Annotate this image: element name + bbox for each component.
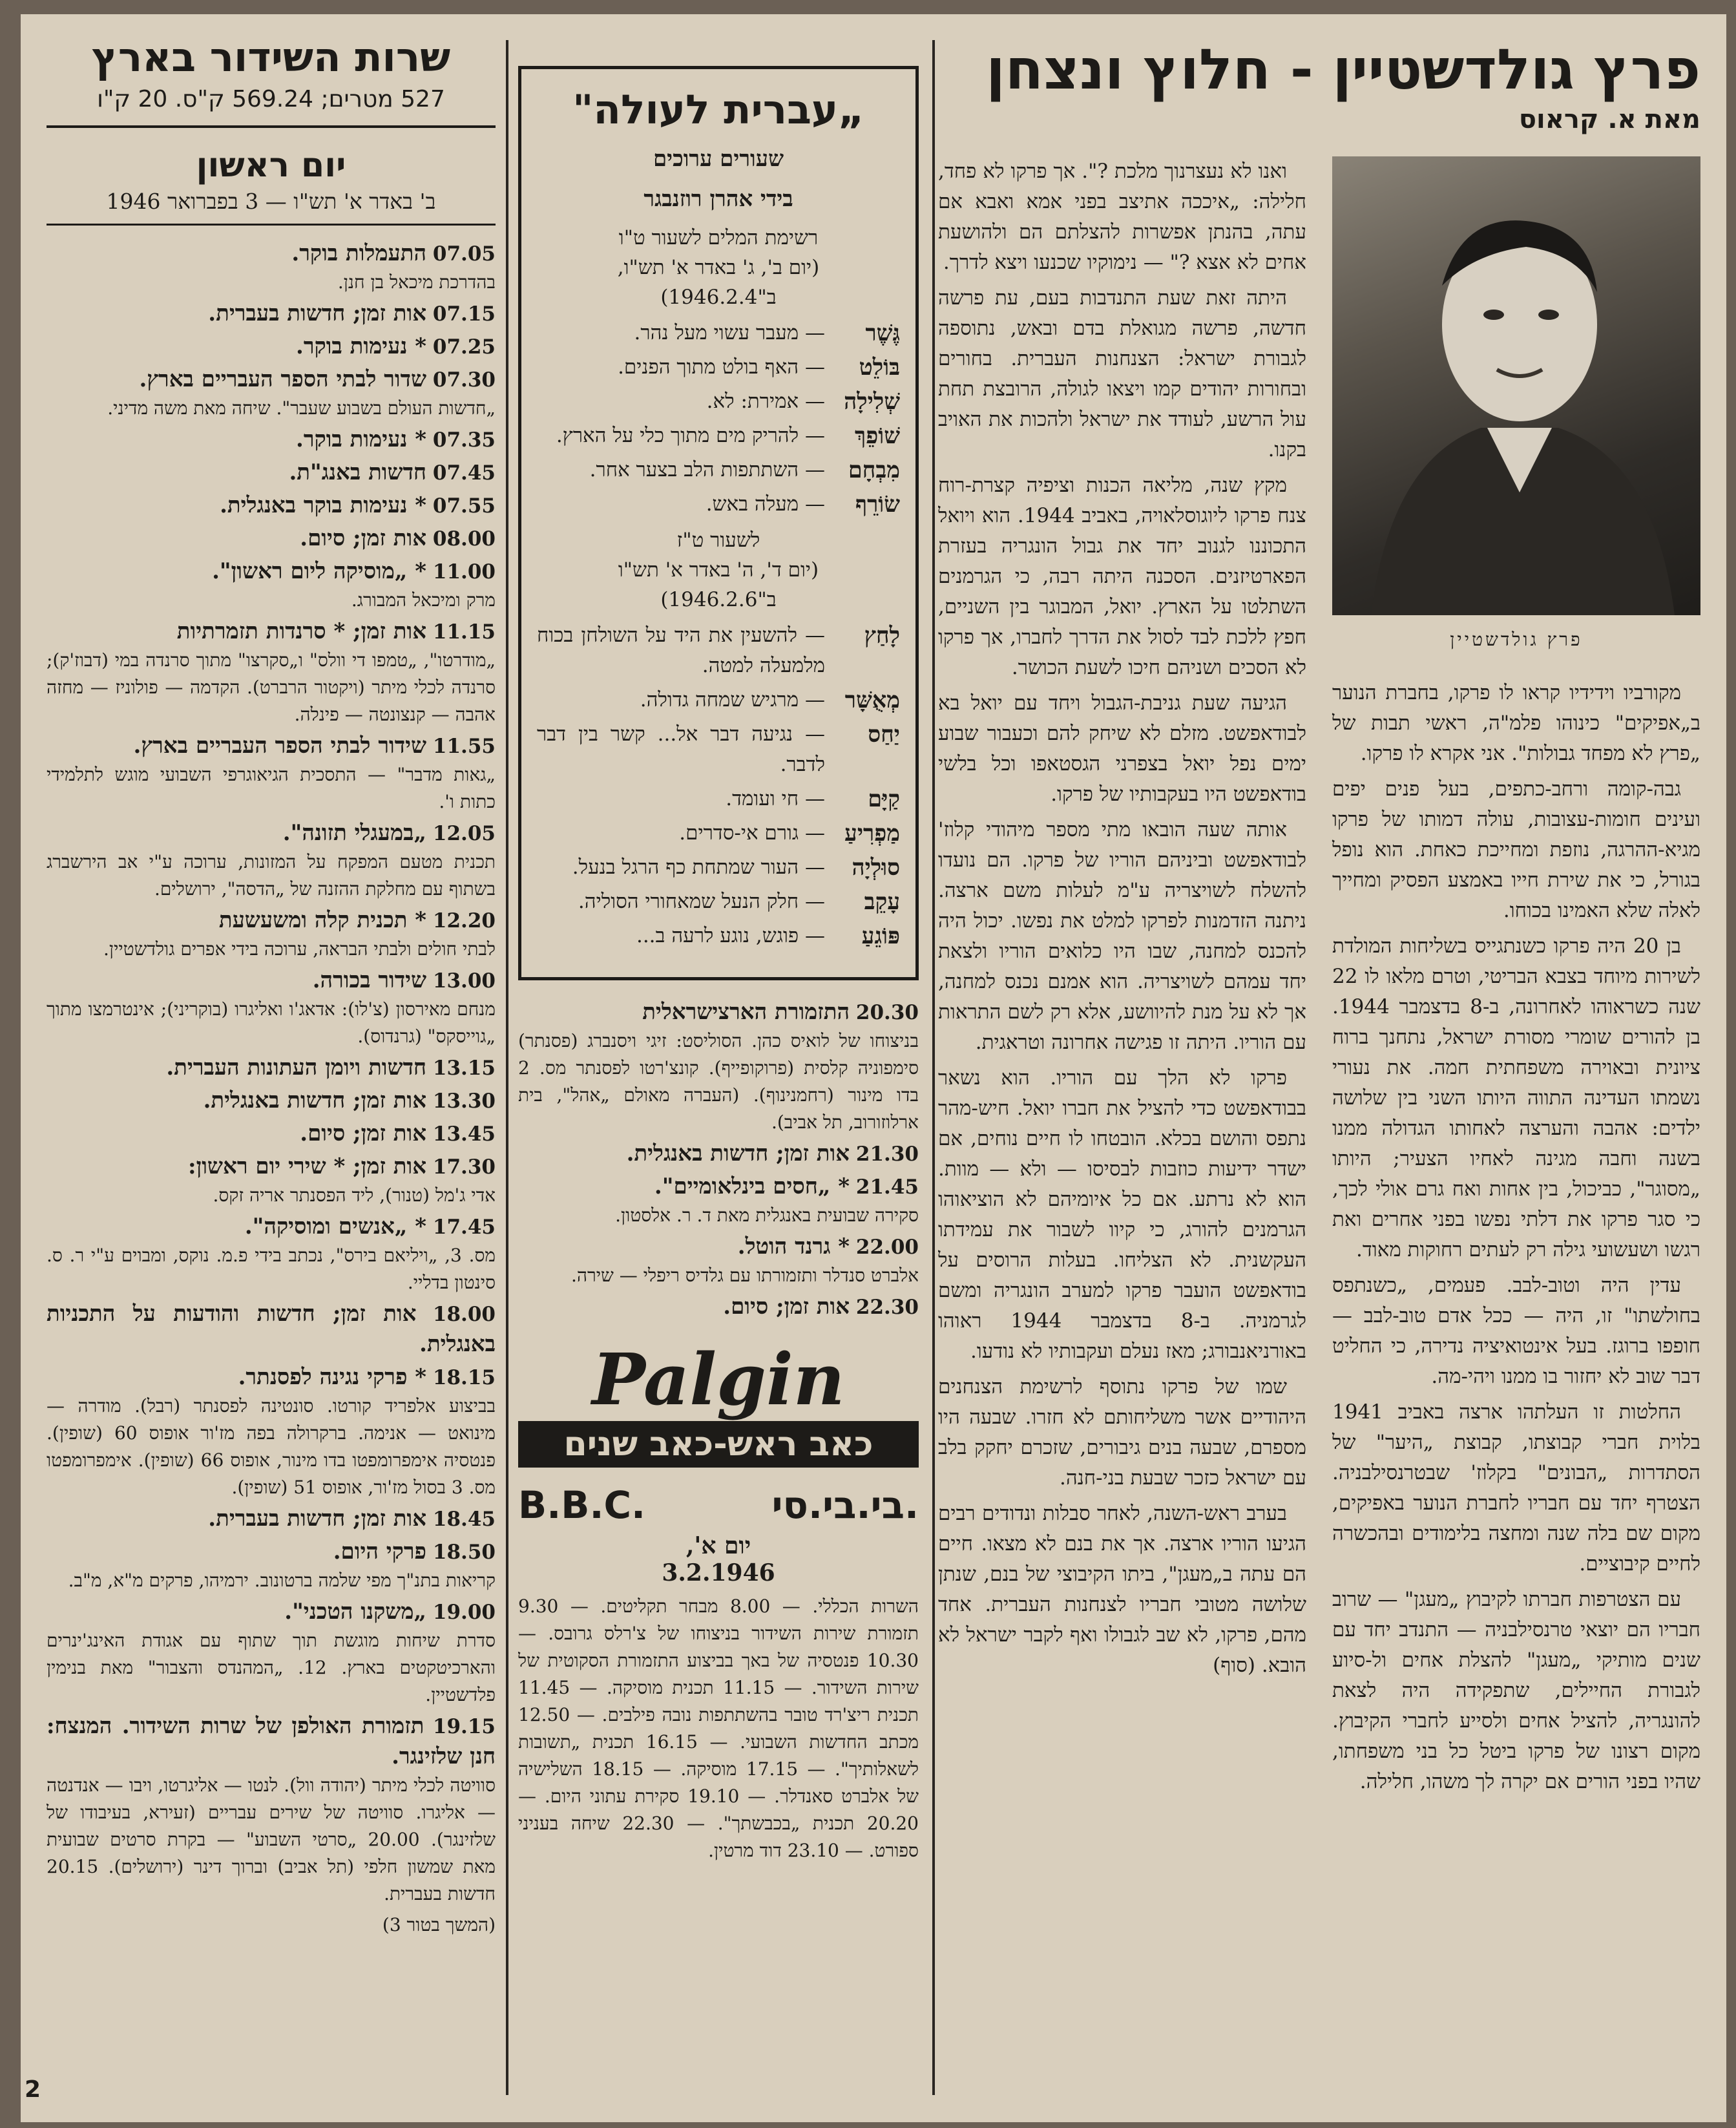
vocab-row: מִבְחָם — השתתפות הלב בצער אחר. — [589, 457, 900, 483]
portrait-photo — [1332, 156, 1700, 615]
evening-schedule — [518, 997, 919, 1322]
schedule-entry: 17.45 * „אנשים ומוסיקה". מס. 3, „ויליאם בירס", נכתב בידי פ.מ. נוקס, ומבוים ע"י ר. ס. סינטון בדליי. — [47, 1214, 496, 1293]
radio-schedule — [47, 238, 496, 1908]
middle-column — [518, 34, 919, 1864]
schedule-entry: 07.45 חדשות באנג"ת. — [289, 459, 496, 485]
schedule-entry: 07.30 שדור לבתי הספר העבריים בארץ. „חדשות העולם בשבוע שעבר". שיחה מאת משה מדיני. — [107, 366, 496, 419]
vocabulary-title: „עברית לעולה" — [572, 86, 864, 133]
schedule-entry: 22.30 אות זמן; סיום. — [723, 1294, 919, 1320]
article-column-right — [1332, 156, 1700, 1802]
article-paragraph: בן 20 היה פרקו כשנתגייס בשליחות המולדת לשירות מיוחד בצבא הבריטי, וטרם מלאו לו 22 שנה כשראוהו לאחרונה, ב-8 בדצמבר 1944. בן להורים שומרי מסורת ישראל, נתחנך ברוח ציונית ובאוירה משפחתית חמה. את נעורי נשמתו העדינה התווה היותו השני בין שלושה ילדים: אהבה והערצה לאחותו הגדולה ממנו בשנה וחבה מגינה לאחיו הצעיר; היותו „מסוגר", כביכול, בין אחות ואח גרם אולי לכך, כי סגר פרקו את דלתי נפשו בפני אחרים ואת רגשו ושעשועי גילה רק לעתים רחוקות מאוד. — [1332, 934, 1700, 1261]
article-byline: מאת א. קראוס — [1518, 105, 1700, 134]
schedule-entry: 13.15 חדשות ויומן העתונות העברית. — [166, 1055, 496, 1080]
article-paragraph: מקץ שנה, מליאה הכנות וציפיה קצרת-רוח צנח פרקו ליוגוסלאויה, באביב 1944. הוא ויואל התכוננו לגנוב יחד את גבול הונגריה בעזרת הפארטיזנים. הסכנה היתה רבה, כי הגרמנים השתלטו על הארץ. יואל, המבוגר בין השניים, חפץ ללכת לבד לסול את הדרך לחברו, אך פרקו לא הסכים ושניהם חיכו לשעת הכושר. — [938, 474, 1306, 679]
schedule-entry: 12.05 „במעגלי תזונה". תכנית מטעם המפקח על המזונות, ערוכה ע"י אב הירשברג בשתוף עם מחלקת ההזנה של „הדסה", ירושלים. — [47, 820, 496, 900]
schedule-entry: 07.05 התעמלות בוקר. בהדרכת מיכאל בן חנן. — [291, 240, 496, 293]
photo-caption: פרץ גולדשטיין — [1450, 629, 1583, 650]
vocab-row: סוּלְיָה — העור שמתחת כף הרגל בנעל. — [572, 854, 900, 881]
bbc-latin: B.B.C. — [518, 1483, 646, 1527]
schedule-entry: 19.15 תזמורת האולפן של שרות השידור. המנצח: חנן שלזינגר. סוויטה לכלי מיתר (יהודה וול). לנטו — אליגרטו, ויבו — אנדנטה — אליגרו. סוויטה של שירים עבריים (זעירא, בעיבודו של שלזינגר). 20.00 „סרטי השבוע" — בקרת סרטים שבועית מאת שמשון חלפי (תל אביב) וברוך דינר (ירושלים). 20.15 חדשות בעברית. — [47, 1713, 496, 1904]
schedule-entry: 11.15 אות זמן; * סרנדות תזמרתיות „מודרטו", „טמפו די וולס" ו„סקרצו" מתוך סרנדה במי (דבוז'ק); סרנדה לכלי מיתר (ויקטור הרברט). הקדמה — פולוניז — מחזה אהבה — קנצונטה — פינלה. — [47, 618, 496, 725]
schedule-entry: 13.30 אות זמן; חדשות באנגלית. — [203, 1088, 496, 1113]
schedule-entry: 21.45 * „חסים בינלאומיים". סקירה שבועית באנגלית מאת ד. ר. אלסטון. — [615, 1174, 919, 1226]
article-paragraph: הגיעה שעת גניבת-הגבול ויחד עם יואל בא לבודאפשט. מזלם לא שיחק להם וכעבור שבוע ימים נפל יואל בצפרני הגסטאפו וכל בלשי בודאפשט היו בעקבותיו של פרקו. — [938, 691, 1306, 806]
article-paragraph: החלטות זו העלתהו ארצה באביב 1941 בלוית חברי קבוצתו, קבוצת „היער" של הסתדרות „הבונים" בקלוז' שבטרנסילבניה. הצטרף יחד עם חבריו לחברת הנוער באפיקים, מקום שם בלה שנה ומחצה בלימודים ובהכשרה לחיים קיבוציים. — [1332, 1400, 1700, 1575]
schedule-entry: 18.50 פרקי היום. קריאות בתנ"ך מפי שלמה ברטונוב. ירמיהו, פרקים מ"א, מ"ב. — [68, 1539, 496, 1591]
lesson-15-date: (יום ב', ג' באדר א' תש"ו, — [617, 256, 820, 279]
newspaper-page — [21, 14, 1726, 2122]
schedule-entry: 17.30 אות זמן; * שירי יום ראשון: אדי ג'מל (טנור), ליד הפסנתר אריה זקס. — [188, 1154, 496, 1206]
schedule-entry: 07.55 * נעימות בוקר באנגלית. — [220, 492, 496, 518]
vocab-row: פּוֹגֵעַ — פוגש, נוגע לרעה ב... — [636, 923, 900, 949]
radio-column — [47, 34, 496, 1936]
bbc-date: 3.2.1946 — [662, 1559, 775, 1586]
schedule-entry: 21.30 אות זמן; חדשות באנגלית. — [626, 1141, 919, 1166]
article-paragraph: בערב ראש-השנה, לאחר סבלות ונדודים רבים הגיעו הוריו ארצה. אך את בנם לא מצאו. חיים הם עתה ב„מעגן", ביתו הקיבוצי של בנם, שנתן שלושה מטובי חבריו לצנחנות העברית. אחד מהם, פרקו, לא שב לגבולו ואף לקבר ישראל לא הובא. (סוף) — [938, 1502, 1306, 1677]
bbc-day: יום א', — [685, 1532, 751, 1559]
article-column-left — [938, 156, 1306, 1802]
portrait-illustration — [1332, 156, 1700, 615]
column-divider — [932, 40, 935, 2095]
article-paragraph: עם הצטרפות חברתו לקיבוץ „מעגן" — שרוב חבריו הם יוצאי טרנסילבניה — התנדב יחד עם שנים מותיקי „מעגן" להצלת אחים ול-סיוע לגבורת החיילים, שתפקידה היה לצאת להונגריה, להציל אחים ולסייע לחברי הקיבוץ. מקום רצונו של פרקו ביטל כל בני משפחתו, שהיו בפני הורים אם יקרה לך משהו, חלילה. — [1332, 1588, 1700, 1793]
vocabulary-box — [518, 66, 919, 980]
schedule-entry: 19.00 „משקנו הטכני". סדרת שיחות מוגשת תוך שתוף עם אגודת האינג'ינרים והארכיטקטים בארץ. 12. „המהנדס והצבור" מאת בנימין פלדשטיין. — [47, 1599, 496, 1705]
column-divider — [506, 40, 508, 2095]
radio-frequencies: 527 מטרים; 569.24 ק"ס. 20 ק"ו — [47, 86, 496, 128]
day-date: ב' באדר א' תש"ו — 3 בפברואר 1946 — [47, 189, 496, 226]
bbc-header — [518, 1483, 919, 1527]
schedule-entry: 18.45 אות זמן; חדשות בעברית. — [208, 1506, 496, 1532]
schedule-entry: 18.00 אות זמן; חדשות והודעות על התכניות באנגלית. — [47, 1301, 496, 1357]
schedule-entry: 08.00 אות זמן; סיום. — [300, 525, 496, 551]
article-paragraph: מקורביו וידידיו קראו לו פרקו, בחברת הנוער ב„אפיקים" כינוהו פלמ"ה, ראשי תבות של „פרץ לא מפחד גבולות". אני אקרא לו פרקו. — [1332, 681, 1700, 765]
vocab-list-15 — [537, 318, 900, 520]
lesson-16-date: (יום ד', ה' באדר א' תש"ו — [618, 558, 819, 582]
vocabulary-editor: בידי אהרן רוזנבגר — [643, 186, 793, 212]
radio-section-title: שרות השידור בארץ — [91, 34, 451, 81]
palgin-slogan: כאב ראש-כאב שנים — [518, 1421, 919, 1468]
schedule-entry: 20.30 התזמורת הארצישראלית בניצוחו של לואיס כהן. הסוליסט: זיגי ויסנברג (פסנתר) סימפוניה קלסית (פרוקופייף). קונצ'רטו לפסנתר מס. 2 בדו מינור (רחמנינוף). (העברה מאולם „אהל", בית ארלוזורוב, תל אביב). — [518, 999, 919, 1133]
article-paragraph: שמו של פרקו נתוסף לרשימת הצנחנים היהודיים אשר משליחותם לא חזרו. שבעה היו מספרם, שבעה בנים גיבורים, שזכרם יחקק בלב עם ישראל כזכר שבעת בני-חנה. — [938, 1375, 1306, 1490]
schedule-entry: 07.35 * נעימות בוקר. — [295, 427, 496, 452]
palgin-advertisement — [518, 1338, 919, 1468]
schedule-entry: 22.00 * גרנד הוטל. אלברט סנדלר ותזמורתו עם גלדיס ריפלי — שירה. — [570, 1234, 919, 1286]
lesson-16-date-num: ב"1946.2.6) — [660, 588, 777, 611]
article-paragraph: פרקו לא הלך עם הוריו. הוא נשאר בבודאפשט כדי להציל את חברו יואל. חיש-מהר נתפס והושם בכלא. הובטחו לו חיים נוחים, אם ישדר ידיעות כוזבות לבסיסו — ולא — מוות. הוא לא נרתע. אם כל איומיהם לא הוציאוהו הגרמנים להורג, כי קיוו לשבור את עמידתו העקשנית. לא הצליחו. בעלות הרוסים על בודאפשט הועבר פרקו למערב הונגריה ומשם לגרמניה. ב-8 בדצמבר 1944 ראוהו באורניאנבורג; מאז נעלם ועקבותיו לא נודעו. — [938, 1066, 1306, 1363]
schedule-entry: 13.00 שידור בכורה. מנחם מאירסון (צ'לו): אדאג'ו ואליגרו (בוקריני); אינטרמצו מתוך „גוייסקס" (גרנדוס). — [47, 967, 496, 1047]
vocabulary-subtitle: שעורים ערוכים — [653, 146, 784, 172]
continued-note: (המשך בטור 3) — [382, 1914, 496, 1935]
article-paragraph: היתה זאת שעת התנדבות בעם, עת פרשה חדשה, פרשה מגואלת בדם ובאש, נתוספה לגבורת ישראל: הצנחנות העברית. בחורים ובחורות יהודים קמו ויצאו לגולה, הרובצת תחת עול הרשע, לעודד את ישראל ולהכות את האויב בקנו. — [938, 286, 1306, 461]
lesson-16-title: לשעור ט"ז — [676, 529, 760, 552]
bbc-schedule: השרות הכללי. — 8.00 מבחר תקליטים. — 9.30 תזמורת שירות השידור בניצוחו של צ'רלס גרובס. — 10.30 פנטסיה של באך בביצוע התזמורת הסקוטית של שירות השידור. — 11.15 תכנית מוסיקה. — 11.45 תכנית ריצ'רד טובר בהשתתפות נובה פילבים. — 12.50 מכתב החדשות השבועי. — 16.15 תכנית „תשובות לשאלותיך". — 17.15 מוסיקה. — 18.15 השלישיה של אלברט סאנדלר. — 19.10 סקירת עתוני היום. — 20.20 תכנית „בכבשתך". — 22.30 שיחה בעניני ספורט. — 23.10 דוד מרטין. — [518, 1596, 919, 1861]
vocab-row: גֶּשֶׁר — מעבר עשוי מעל נהר. — [634, 320, 900, 346]
vocab-row: מְאֻשָּׁר — מרגיש שמחה גדולה. — [640, 687, 900, 713]
vocab-row: קַיָּם — חי ועומד. — [726, 786, 900, 812]
article-column — [938, 34, 1700, 1802]
schedule-entry: 07.25 * נעימות בוקר. — [295, 333, 496, 359]
schedule-entry: 07.15 אות זמן; חדשות בעברית. — [208, 300, 496, 326]
schedule-entry: 13.45 אות זמן; סיום. — [300, 1121, 496, 1146]
schedule-entry: 12.20 * תכנית קלה ומשעשעת לבתי חולים ולבתי הבראה, ערוכה בידי אפרים גולדשטיין. — [103, 907, 496, 960]
vocab-row: שׁוֹפֵךְ — להריק מים מתוך כלי על הארץ. — [556, 423, 900, 449]
vocab-list-16 — [537, 620, 900, 951]
palgin-logo: Palgin — [592, 1338, 845, 1421]
article-paragraph: גבה-קומה ורחב-כתפים, בעל פנים יפים ועינים חומות-עצובות, עולה דמותו של פרקו מגיא-ההרגה, נוזפת ומחייכת כאחת. הוא נופל בגורל, כי את שירת חייו באמצע הפסיק ומחייך לאלה שלא האמינו בכוחו. — [1332, 777, 1700, 922]
vocab-row: עָקֵב — חלק הנעל שמאחורי הסוליה. — [578, 889, 900, 915]
article-paragraph: אותה שעה הובאו מתי מספר מיהודי קלוז' לבודאפשט וביניהם הוריו של פרקו. הם נועדו להשלח לשויצריה ע"מ לעלות משם ארצה. ניתנה הזדמנות לפרקו למלט את נפשו. יכול היה להכנס למחנה, שבו היו כלואים הוריו ולצאת יחד עמהם לשויצריה. הוא אמנם נכנס למחנה, אך לא על מנת להיוושע, אלא רק לשם התראות עם הוריו. היתה זו פגישה אחרונה וטראגית. — [938, 818, 1306, 1054]
lesson-15-title: רשימת המלים לשעור ט"ו — [618, 226, 819, 249]
schedule-entry: 18.15 * פרקי נגינה לפסנתר. בביצוע אלפריד קורטו. סונטינה לפסנתר (רבל). מודרה — מינואט — אנימה. ברקרולה בפה מז'ור אופוס 60 (שופין). פנטסיה אימפרומפטו בדו מינור, אופוס 66 (שופין). אימפרומפטו מס. 3 בסול מז'ור, אופוס 51 (שופין). — [47, 1364, 496, 1498]
vocab-row: יַחַס — נגיעה דבר אל... קשר בין דבר לדבר. — [537, 721, 900, 776]
day-title: יום ראשון — [196, 146, 346, 185]
vocab-row: שְׁלִילָה — אמירת: לא. — [706, 388, 900, 415]
vocab-row: בּוֹלֵט — האף בולט מתוך הפנים. — [618, 354, 900, 381]
vocab-row: שׂוֹרֵף — מעלה באש. — [706, 491, 900, 518]
lesson-15-date-num: ב"1946.2.4) — [660, 286, 777, 309]
schedule-entry: 11.00 * „מוסיקה ליום ראשון". מרק ומיכאל המבורג. — [212, 558, 496, 611]
article-paragraph: עדין היה וטוב-לבב. פעמים, „כשנתפס בחולשתו" זו, היה — ככל אדם טוב-לבב — חופפו ברוגז. בעל אינטואיציה נדירה, כי החליט דבר שוב לא יחזור בו ממנו ויהי-מה. — [1332, 1274, 1700, 1388]
vocab-row: מַפְרִיעַ — גורם אי-סדרים. — [679, 820, 900, 847]
bbc-hebrew: בי.בי.סי. — [771, 1483, 919, 1527]
page-number: 2 — [25, 2076, 41, 2103]
vocab-row: לָחַץ — להשעין את היד על השולחן בכוח מלמעלה למטה. — [537, 622, 900, 677]
article-paragraph: ואנו לא נעצרנוך מלכת ?". אך פרקו לא פחד, חלילה: „איככה אתיצב בפני אמא ואבא אם עתה, בהנתן אפשרות להצלתם הם ולהושעת אחים לא אצא ?" — נימוקיו שכנעו ויצא לדרך. — [938, 160, 1306, 274]
schedule-entry: 11.55 שידור לבתי הספר העבריים בארץ. „גאות מדבר" — התסכית הגיאוגרפי השבועי מוגש לתלמידי כתות ו'. — [47, 733, 496, 812]
article-headline: פרץ גולדשטיין - חלוץ ונצחן — [986, 37, 1700, 102]
